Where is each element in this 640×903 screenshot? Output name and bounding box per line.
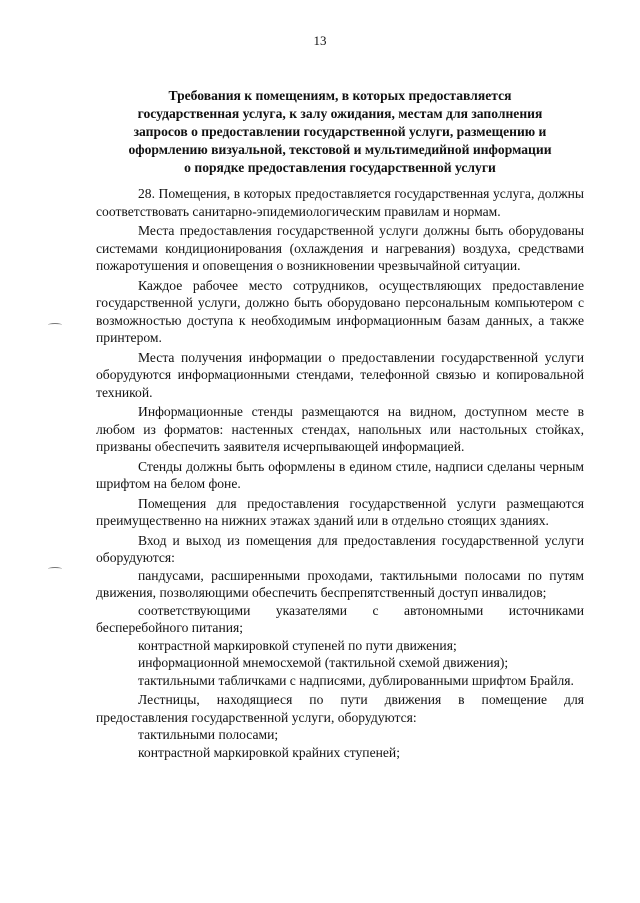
paragraph: Помещения для предоставления государственной услуги размещаются преимущественно на нижних этажах зданий или в отдельно стоящих зданиях.	[96, 495, 584, 528]
page-number: 13	[313, 33, 327, 48]
list-item: тактильными полосами;	[138, 727, 279, 742]
title-line: о порядке предоставления государственной услуги	[184, 160, 496, 175]
paragraph: Лестницы, находящиеся по пути движения в помещение для предоставления государственной услуги, оборудуются:	[96, 692, 584, 725]
section-title	[80, 87, 600, 177]
paragraph: Места предоставления государственной услуги должны быть оборудованы системами кондиционирования (охлаждения и нагревания) воздуха, средствами пожаротушения и оповещения о возникновении чрезвычайной ситуации.	[96, 223, 584, 273]
title-line: оформлению визуальной, текстовой и мультимедийной информации	[128, 142, 552, 157]
list-item: информационной мнемосхемой (тактильной схемой движения);	[138, 655, 509, 670]
margin-mark	[48, 567, 62, 571]
paragraph-28: 28. Помещения, в которых предоставляется государственная услуга, должны соответствовать санитарно-эпидемиологическим правилам и нормам.	[96, 186, 584, 219]
title-line: государственная услуга, к залу ожидания, местам для заполнения	[137, 106, 543, 121]
paragraph: Стенды должны быть оформлены в едином стиле, надписи сделаны черным шрифтом на белом фоне.	[96, 458, 584, 491]
list-item: пандусами, расширенными проходами, тактильными полосами по путям движения, позволяющими обеспечить беспрепятственный доступ инвалидов;	[96, 567, 584, 600]
title-line: Требования к помещениям, в которых предоставляется	[168, 88, 512, 103]
paragraph: Информационные стенды размещаются на видном, доступном месте в любом из форматов: настенных стендах, напольных или настольных стойках, призваны обеспечить заявителя исчерпывающей информацией.	[96, 404, 584, 454]
paragraph: Каждое рабочее место сотрудников, осуществляющих предоставление государственной услуги, должно быть оборудовано персональным компьютером с возможностью доступа к необходимым информационным базам данных, а также принтером.	[96, 277, 584, 345]
paragraph: Вход и выход из помещения для предоставления государственной услуги оборудуются:	[96, 532, 584, 565]
list-item: контрастной маркировкой ступеней по пути движения;	[138, 637, 457, 653]
list-item: соответствующими указателями с автономными источниками бесперебойного питания;	[96, 602, 584, 635]
margin-mark	[48, 323, 62, 327]
title-line: запросов о предоставлении государственной услуги, размещению и	[133, 124, 547, 139]
list-item: контрастной маркировкой крайних ступеней;	[138, 744, 400, 760]
document-body	[96, 185, 584, 761]
list-item: тактильными табличками с надписями, дублированными шрифтом Брайля.	[138, 672, 574, 688]
paragraph: Места получения информации о предоставлении государственной услуги оборудуются информационными стендами, телефонной связью и копировальной техникой.	[96, 349, 584, 400]
